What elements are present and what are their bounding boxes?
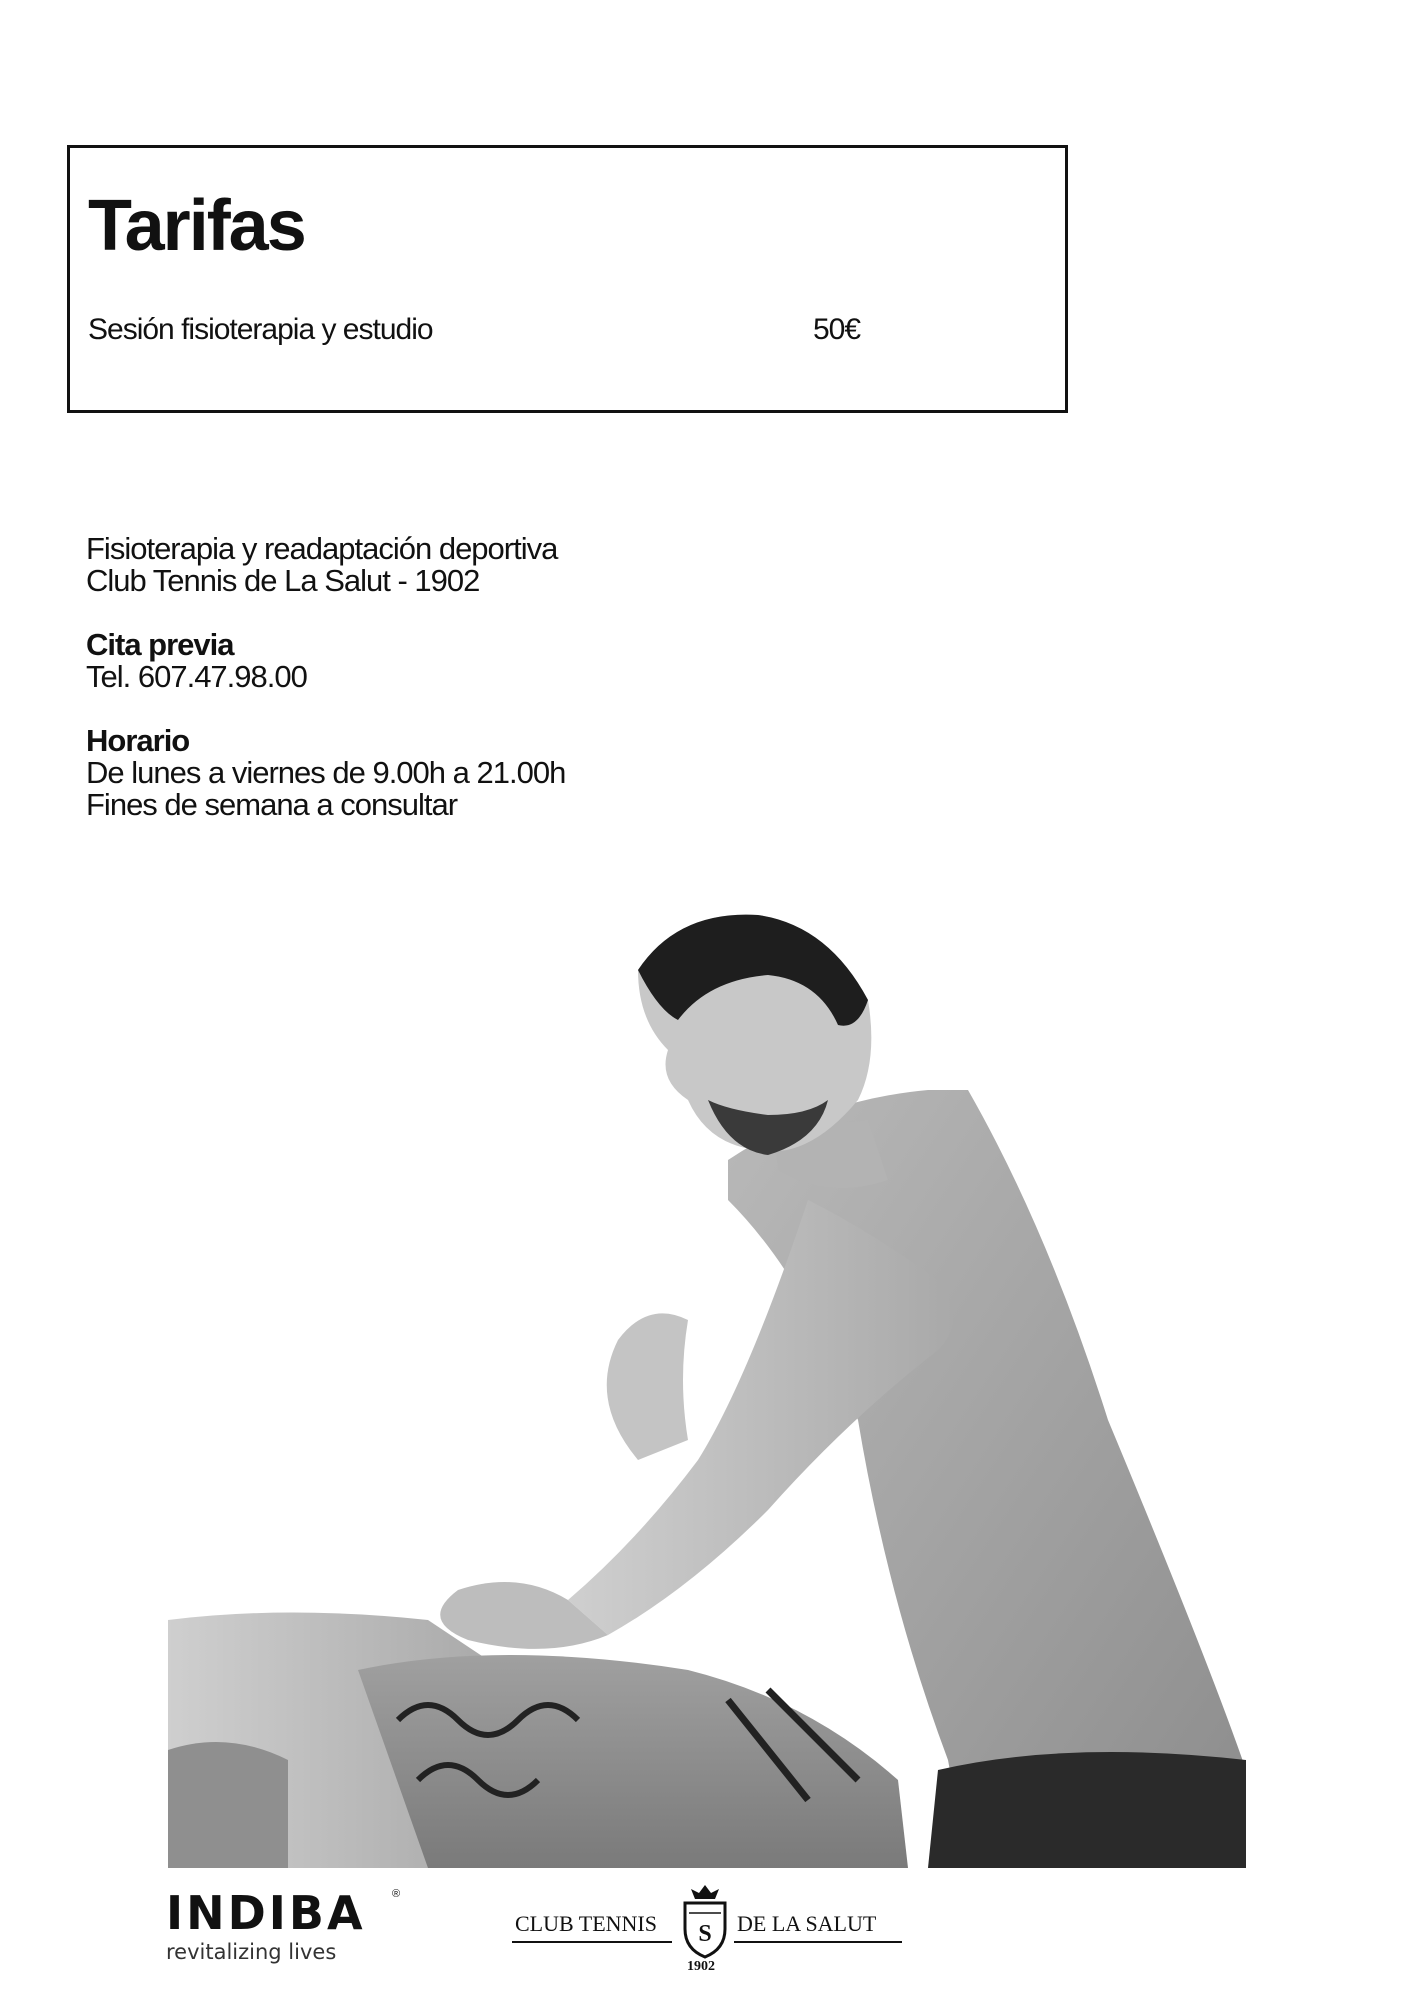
price-item-name: Sesión fisioterapia y estudio <box>88 313 433 346</box>
club-name-left: CLUB TENNIS <box>515 1911 657 1936</box>
info-block <box>86 533 565 821</box>
indiba-wordmark: INDIBA <box>166 1886 366 1940</box>
price-item-amount: 50€ <box>813 313 861 346</box>
club-name-right: DE LA SALUT <box>737 1911 877 1936</box>
horario-heading: Horario <box>86 723 190 758</box>
cita-phone: Tel. 607.47.98.00 <box>86 659 307 694</box>
horario-weekends: Fines de semana a consultar <box>86 787 458 822</box>
tarifas-title: Tarifas <box>88 186 305 266</box>
info-club: Club Tennis de La Salut - 1902 <box>86 563 480 598</box>
indiba-logo <box>166 1886 406 1970</box>
club-tennis-logo <box>512 1883 902 1978</box>
indiba-registered: ® <box>392 1888 401 1900</box>
club-year: 1902 <box>687 1959 715 1974</box>
club-crest-icon <box>675 1883 735 1961</box>
indiba-tagline: revitalizing lives <box>166 1940 337 1964</box>
info-service: Fisioterapia y readaptación deportiva <box>86 531 558 566</box>
svg-text:S: S <box>698 1921 712 1947</box>
horario-weekdays: De lunes a viernes de 9.00h a 21.00h <box>86 755 566 790</box>
tarifas-box <box>67 145 1068 413</box>
cita-heading: Cita previa <box>86 627 234 662</box>
physiotherapist-massage-photo <box>168 900 1246 1868</box>
